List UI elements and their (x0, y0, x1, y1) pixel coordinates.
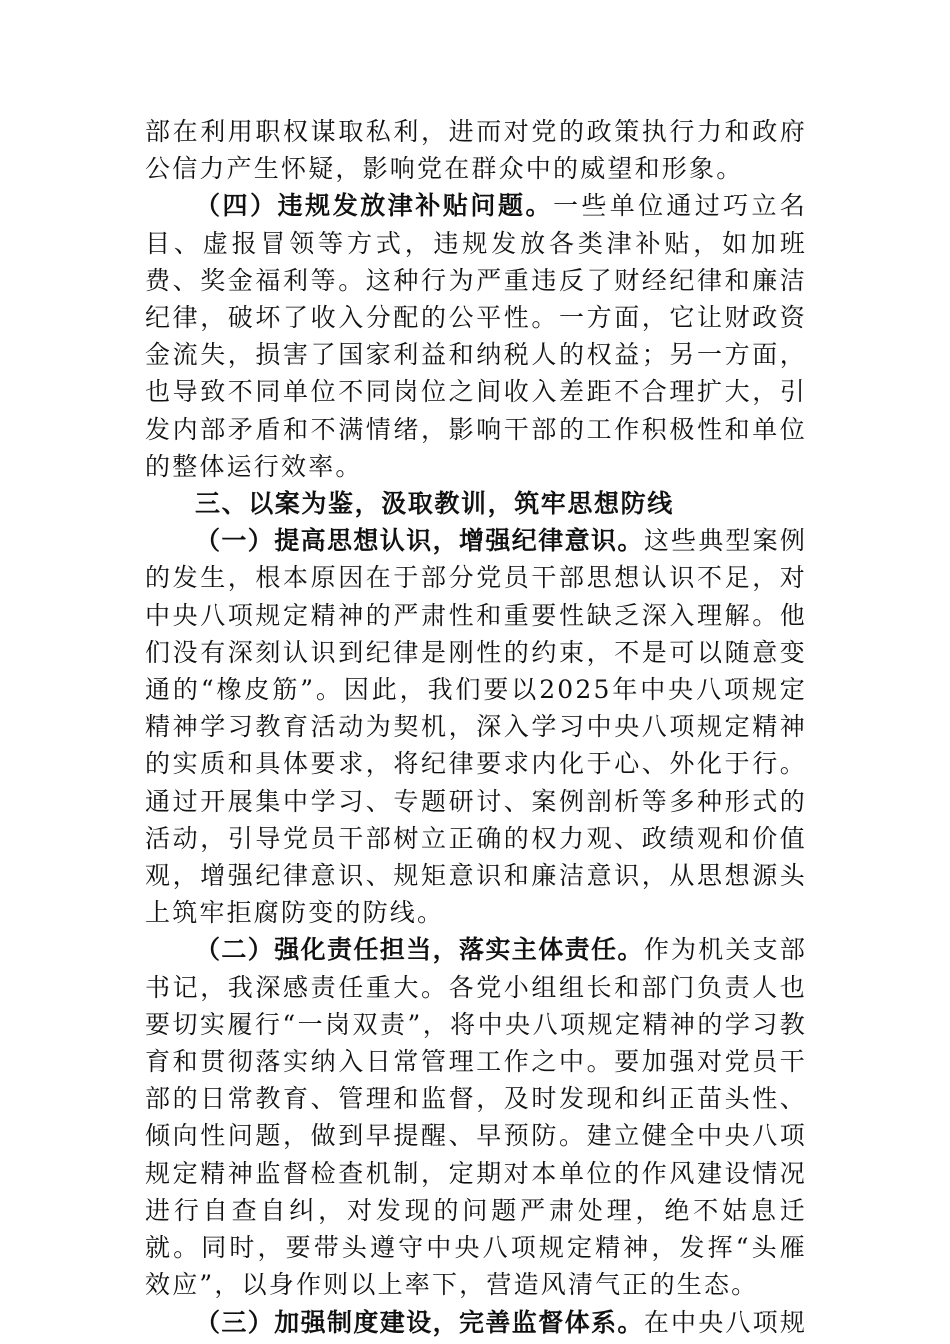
paragraph-lead: （三）加强制度建设，完善监督体系。 (195, 1307, 644, 1337)
paragraph-lead: （一）提高思想认识，增强纪律意识。 (195, 526, 644, 556)
paragraph-text: 在中央八项规 (643, 1307, 808, 1337)
document-body (145, 113, 807, 1341)
paragraph-institutional-building (145, 1304, 807, 1341)
paragraph-lead: （四）违规发放津补贴问题。 (195, 191, 554, 221)
paragraph-text: 作为机关支部书记，我深感责任重大。各党小组组长和部门负责人也要切实履行“一岗双责”，将中央八项规定精神的学习教育和贯彻落实纳入日常管理工作之中。要加强对党员干部的日常教育、管理和监督，及时发现和纠正苗头性、倾向性问题，做到早提醒、早预防。建立健全中央八项规定精神监督检查机制，定期对本单位的作风建设情况进行自查自纠，对发现的问题严肃处理，绝不姑息迁就。同时，要带头遵守中央八项规定精神，发挥“头雁效应”，以身作则以上率下，营造风清气正的生态。 (145, 935, 808, 1300)
paragraph-responsibility (145, 931, 807, 1303)
paragraph-ideological-awareness (145, 522, 807, 931)
paragraph-text: 这些典型案例的发生，根本原因在于部分党员干部思想认识不足，对中央八项规定精神的严肃性和重要性缺乏深入理解。他们没有深刻认识到纪律是刚性的约束，不是可以随意变通的“橡皮筋”。因此，我们要以2025年中央八项规定精神学习教育活动为契机，深入学习中央八项规定精神的实质和具体要求，将纪律要求内化于心、外化于行。通过开展集中学习、专题研讨、案例剖析等多种形式的活动，引导党员干部树立正确的权力观、政绩观和价值观，增强纪律意识、规矩意识和廉洁意识，从思想源头上筑牢拒腐防变的防线。 (145, 526, 808, 928)
paragraph-allowance-issue (145, 187, 807, 485)
paragraph-lead: （二）强化责任担当，落实主体责任。 (195, 935, 644, 965)
paragraph-continuation (145, 113, 807, 187)
paragraph-text: 一些单位通过巧立名目、虚报冒领等方式，违规发放各类津补贴，如加班费、奖金福利等。这种行为严重违反了财经纪律和廉洁纪律，破坏了收入分配的公平性。一方面，它让财政资金流失，损害了国家利益和纳税人的权益；另一方面，也导致不同单位不同岗位之间收入差距不合理扩大，引发内部矛盾和不满情绪，影响干部的工作积极性和单位的整体运行效率。 (145, 191, 808, 481)
paragraph-text: 部在利用职权谋取私利，进而对党的政策执行力和政府公信力产生怀疑，影响党在群众中的威望和形象。 (145, 117, 807, 184)
section-heading: 三、以案为鉴，汲取教训，筑牢思想防线 (195, 489, 674, 519)
